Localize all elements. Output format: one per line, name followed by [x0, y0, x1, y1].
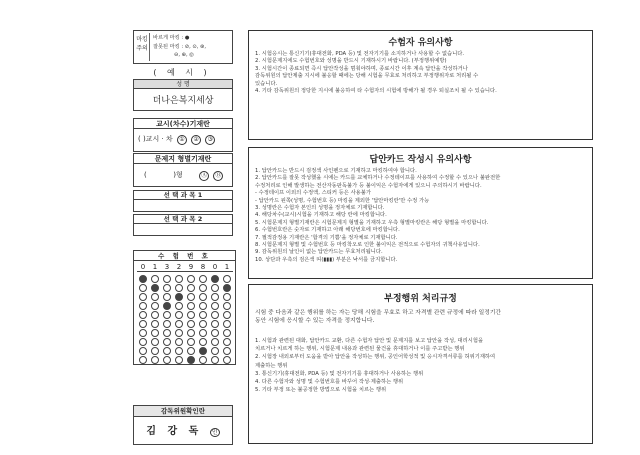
subject1-header: 선 택 과 목 1: [134, 191, 232, 200]
exam-number-bubble[interactable]: [163, 338, 171, 346]
exam-number-bubble[interactable]: [187, 329, 195, 337]
exam-number-bubble[interactable]: [151, 320, 159, 328]
exam-number-bubble[interactable]: [175, 284, 183, 292]
notice-item: 5. 기타 부정 또는 불공정한 방법으로 시험을 치르는 행위: [255, 387, 387, 394]
example-title: ( 예 시 ): [153, 68, 211, 77]
answer-card-notice-title: 답안카드 작성시 유의사항: [369, 155, 472, 165]
question-type-text: )형: [173, 171, 183, 179]
exam-number-bubble[interactable]: [163, 302, 171, 310]
exam-number-bubble[interactable]: [199, 311, 207, 319]
exam-number-bubble[interactable]: [199, 284, 207, 292]
exam-number-bubble[interactable]: [211, 293, 219, 301]
notice-item: 5. 시험문제지 형별기재란은 시험문제지 형별을 기재하고 우측 형별마킹란은 해당 형별을 마킹합니다.: [255, 219, 489, 226]
examinee-notice-panel: [248, 30, 593, 140]
exam-number-bubble[interactable]: [187, 347, 195, 355]
session-row-text: ( )교시 · 차: [138, 135, 173, 143]
exam-number-bubble[interactable]: [139, 320, 147, 328]
question-type-open: (: [144, 171, 147, 179]
exam-number-bubble[interactable]: [175, 356, 183, 364]
exam-digit: 1: [152, 263, 158, 271]
exam-number-bubble[interactable]: [223, 275, 231, 283]
notice-item: 3. 시험시간이 종료되면 즉시 답안작성을 멈춰야하며, 종료시간 이후 계속 답안을 작성하거나: [255, 65, 468, 72]
exam-number-bubble[interactable]: [187, 302, 195, 310]
exam-number-digits: [137, 262, 233, 272]
notice-item: 제출하는 행위: [255, 362, 288, 369]
exam-number-bubble[interactable]: [187, 275, 195, 283]
exam-number-bubble[interactable]: [139, 311, 147, 319]
exam-number-grid: [133, 250, 236, 365]
notice-item: 7. 필적감정용 기재란은 '합격의 기쁨'을 정자체로 기재합니다.: [255, 234, 398, 241]
question-type-header: 문제지 형별기재란: [134, 154, 232, 164]
exam-number-bubble[interactable]: [175, 302, 183, 310]
exam-digit: 0: [140, 263, 146, 271]
exam-number-bubble[interactable]: [175, 338, 183, 346]
notice-item: 9. 감독위원의 날인이 없는 답안카드는 무효처리됩니다.: [255, 249, 383, 256]
exam-number-bubble[interactable]: [151, 329, 159, 337]
exam-number-bubble[interactable]: [151, 293, 159, 301]
exam-number-bubble[interactable]: [199, 320, 207, 328]
question-type-option-a[interactable]: Ⓐ: [201, 172, 208, 179]
exam-number-bubble[interactable]: [139, 338, 147, 346]
notice-item: 4. 기타 감독위원의 정당한 지시에 불응하여 타 수험자의 시험에 방해가 될 경우 퇴실조치 될 수 있습니다.: [255, 88, 497, 95]
exam-number-bubble[interactable]: [139, 275, 147, 283]
exam-number-bubble[interactable]: [199, 329, 207, 337]
exam-digit: 0: [212, 263, 218, 271]
exam-number-bubble[interactable]: [175, 275, 183, 283]
exam-number-bubble[interactable]: [223, 293, 231, 301]
notice-item: - 답안카드 왼쪽(성명, 수험번호 등) 마킹을 제외한 '답안마킹란'만 수정 가능: [255, 197, 430, 204]
exam-number-bubble[interactable]: [175, 329, 183, 337]
exam-number-bubble[interactable]: [151, 311, 159, 319]
examinee-notice-list: [255, 51, 588, 95]
exam-number-bubble[interactable]: [187, 320, 195, 328]
exam-number-bubble[interactable]: [187, 356, 195, 364]
session-header: 교시(차수)기재란: [134, 119, 232, 129]
exam-number-bubble[interactable]: [151, 275, 159, 283]
exam-number-bubble[interactable]: [199, 356, 207, 364]
exam-number-bubble[interactable]: [223, 347, 231, 355]
exam-number-bubble[interactable]: [199, 347, 207, 355]
exam-number-bubble[interactable]: [187, 284, 195, 292]
exam-number-bubble[interactable]: [151, 347, 159, 355]
notice-item: 1. 시험과 관련된 대화, 답안카드 교환, 다른 수험자 답안 및 문제지를 보고 답안을 작성, 대리시험을: [255, 338, 484, 344]
name-header: 성 명: [134, 80, 232, 89]
exam-number-bubble[interactable]: [163, 284, 171, 292]
exam-number-bubble[interactable]: [187, 311, 195, 319]
exam-digit: 8: [200, 263, 206, 271]
exam-number-bubble[interactable]: [163, 329, 171, 337]
exam-number-bubble[interactable]: [211, 302, 219, 310]
exam-number-bubble[interactable]: [211, 284, 219, 292]
exam-number-bubble[interactable]: [139, 356, 147, 364]
notice-item: 2. 답안카드를 잘못 작성했을 시에는 카드를 교체하거나 수정테이프를 사용하여 수정할 수 있으나 불완전한: [255, 175, 501, 182]
notice-item: 있습니다.: [255, 80, 278, 87]
exam-number-bubble[interactable]: [199, 293, 207, 301]
session-option-2[interactable]: ②: [191, 135, 201, 145]
misconduct-rules-panel: [248, 284, 593, 444]
exam-number-title: 수 험 번 호: [134, 251, 235, 261]
exam-digit: 1: [224, 263, 230, 271]
exam-number-bubble[interactable]: [199, 302, 207, 310]
answer-card-notice-list: [255, 168, 588, 264]
exam-number-bubble[interactable]: [187, 338, 195, 346]
exam-digit: 2: [176, 263, 182, 271]
notice-item: 6. 수험번호란은 숫자로 기재하고 아래 해당번호에 마킹합니다.: [255, 227, 400, 234]
correct-marking-text: 바르게 마킹 : ●: [153, 35, 190, 41]
wrong-marking-text-2: ⊖, ⊕, ◎: [174, 52, 194, 58]
exam-number-bubble[interactable]: [139, 293, 147, 301]
exam-number-bubble[interactable]: [199, 338, 207, 346]
exam-number-bubble[interactable]: [223, 302, 231, 310]
exam-number-bubble[interactable]: [211, 338, 219, 346]
exam-number-bubble[interactable]: [223, 356, 231, 364]
exam-number-bubble[interactable]: [211, 347, 219, 355]
exam-number-bubble[interactable]: [151, 338, 159, 346]
notice-item: 8. 시험문제지 형별 및 수험번호 등 마킹착오로 인한 불이익은 전적으로 수험자의 귀책사유입니다.: [255, 242, 480, 249]
notice-item: 10. 상단과 우측의 검은색 띠(▮▮▮) 부분은 낙서를 금지합니다.: [255, 256, 398, 263]
marking-guide-divider: [149, 33, 150, 61]
notice-item: 4. 해당차수(교시)시험을 기재하고 해당 란에 마킹합니다.: [255, 212, 387, 219]
notice-item: 2. 시험문제지에도 수험번호와 성명을 반드시 기재하시기 바랍니다. (부정행위예방): [255, 58, 447, 65]
subject1-box: [133, 190, 233, 212]
exam-number-bubble[interactable]: [223, 338, 231, 346]
exam-number-bubble[interactable]: [223, 320, 231, 328]
exam-number-bubble[interactable]: [139, 347, 147, 355]
answer-card-notice-panel: [248, 147, 593, 279]
seal-icon: 인: [211, 429, 218, 436]
misconduct-rules-title: 부정행위 처리규정: [384, 294, 457, 304]
session-box: [133, 118, 233, 152]
notice-item: 1. 시험응시는 통신기기(휴대전화, PDA 등) 및 전자기기를 소지하거나 사용할 수 없습니다.: [255, 51, 465, 57]
question-type-row: [144, 170, 223, 181]
name-value: 더나은복지세상: [152, 96, 214, 106]
notice-item: 4. 다른 수험자와 성명 및 수험번호를 바꾸어 작성·제출하는 행위: [255, 379, 404, 386]
exam-number-bubble[interactable]: [151, 356, 159, 364]
misconduct-intro-line: 시험 중 다음과 같은 행위를 하는 자는 당해 시험을 무효로 하고 자격별 관련 규정에 따라 일정기간: [255, 310, 502, 316]
exam-digit: 3: [164, 263, 170, 271]
supervisor-box: [133, 405, 233, 445]
exam-number-bubble[interactable]: [223, 329, 231, 337]
subject2-header: 선 택 과 목 2: [134, 215, 232, 224]
exam-number-bubble[interactable]: [163, 320, 171, 328]
exam-number-bubble[interactable]: [175, 320, 183, 328]
exam-number-bubble[interactable]: [163, 347, 171, 355]
session-option-3[interactable]: ③: [205, 135, 215, 145]
exam-number-bubble[interactable]: [163, 311, 171, 319]
examinee-notice-title: 수험자 유의사항: [388, 38, 453, 48]
exam-digit: 9: [188, 263, 194, 271]
exam-number-bubble[interactable]: [211, 320, 219, 328]
subject2-box: [133, 214, 233, 236]
exam-number-bubble[interactable]: [139, 284, 147, 292]
exam-number-bubble[interactable]: [163, 356, 171, 364]
supervisor-title: 감독위원확인란: [134, 406, 232, 417]
exam-number-bubble[interactable]: [163, 275, 171, 283]
misconduct-intro-line: 동안 시험에 응시할 수 있는 자격을 정지합니다.: [255, 318, 375, 324]
exam-number-bubble[interactable]: [151, 284, 159, 292]
notice-item: 3. 통신기기(휴대전화, PDA 등) 및 전자기기를 휴대하거나 사용하는 행위: [255, 370, 424, 377]
exam-number-bubble[interactable]: [175, 311, 183, 319]
marking-guide: [133, 30, 233, 64]
exam-number-bubble[interactable]: [223, 284, 231, 292]
name-box: [133, 79, 233, 111]
notice-item: 치르거나 치르게 하는 행위, 시험문제 내용과 관련된 물건을 휴대하거나 이를 주고받는 행위: [255, 346, 465, 353]
marking-guide-label: 마킹주의: [136, 36, 148, 52]
question-type-box: [133, 153, 233, 187]
session-row: [138, 134, 215, 145]
exam-number-bubble[interactable]: [175, 293, 183, 301]
exam-number-bubble[interactable]: [151, 302, 159, 310]
misconduct-rules-list: [255, 337, 588, 394]
exam-number-bubble[interactable]: [139, 302, 147, 310]
notice-item: 2. 시험장 내외로부터 도움을 받아 답안을 작성하는 행위, 공인어학성적 및 응시자격서류를 허위기재하여: [255, 354, 496, 361]
session-option-1[interactable]: ①: [177, 135, 187, 145]
notice-item: 감독위원의 답안제출 지시에 불응할 때에는 당해 시험을 무효로 처리하고 부정행위자로 처리될 수: [255, 73, 479, 80]
supervisor-name-row: [134, 422, 232, 437]
exam-number-bubble[interactable]: [199, 275, 207, 283]
exam-number-bubble[interactable]: [211, 356, 219, 364]
notice-item: 수정처리로 인해 발생하는 전산자동판독불가 등 불이익은 수험자에게 있으니 주의하시기 바랍니다.: [255, 182, 482, 189]
question-type-option-b[interactable]: Ⓑ: [215, 172, 222, 179]
notice-item: 3. 성명란은 수험자 본인의 성명을 정자체로 기재합니다.: [255, 205, 385, 212]
exam-number-bubble[interactable]: [187, 293, 195, 301]
notice-item: 1. 답안카드는 반드시 검정색 사인펜으로 기재하고 마킹하여야 합니다.: [255, 168, 417, 174]
misconduct-intro: [255, 309, 588, 325]
exam-number-bubble[interactable]: [163, 293, 171, 301]
exam-number-bubble[interactable]: [175, 347, 183, 355]
wrong-marking-text: 잘못된 마킹 : ⊘, ⊙, ⊛,: [153, 44, 207, 50]
notice-item: - 수정테이프 이외의 수정액, 스티커 등은 사용불가: [255, 190, 372, 197]
exam-number-bubble[interactable]: [211, 311, 219, 319]
exam-number-bubble[interactable]: [211, 329, 219, 337]
exam-number-bubble[interactable]: [211, 275, 219, 283]
exam-number-bubble[interactable]: [139, 329, 147, 337]
supervisor-name: 김 강 독: [146, 426, 203, 437]
exam-number-bubble[interactable]: [223, 311, 231, 319]
